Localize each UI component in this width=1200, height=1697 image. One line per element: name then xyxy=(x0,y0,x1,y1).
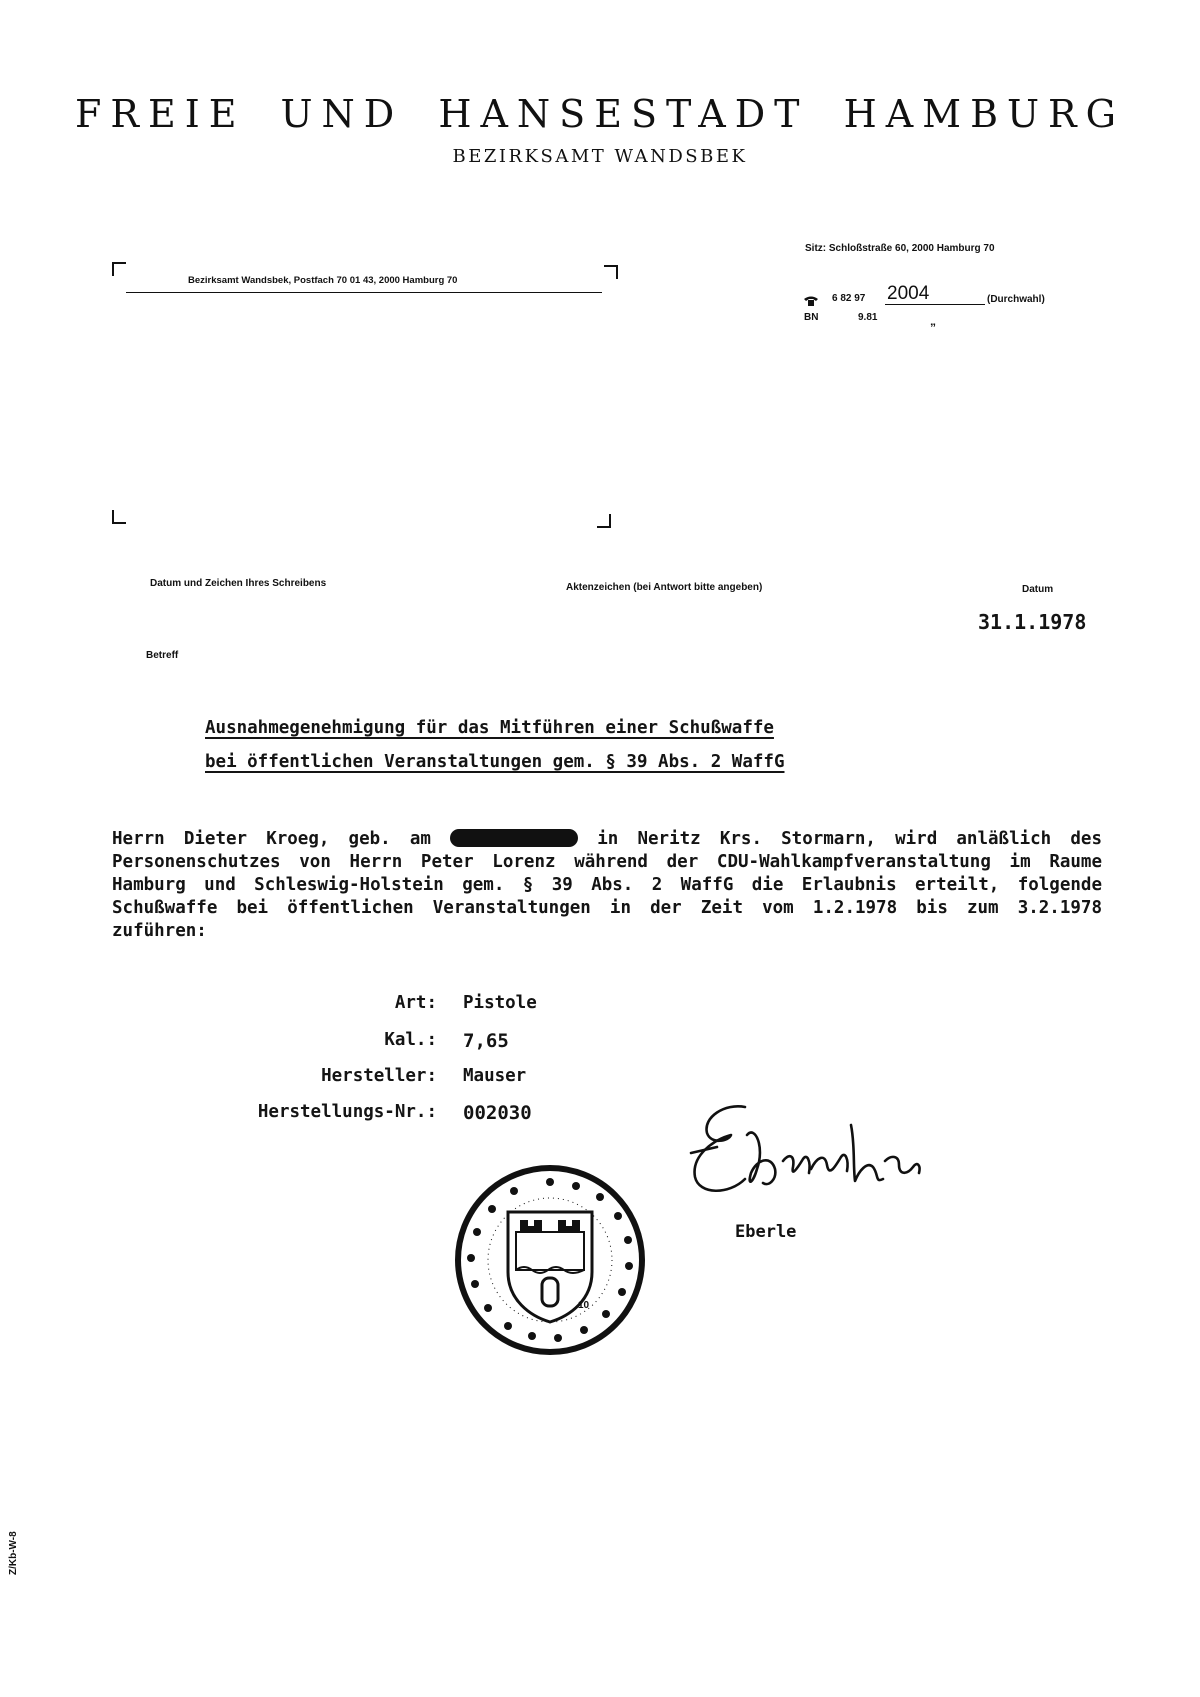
phone-extension: 2004 xyxy=(887,283,930,304)
weapon-serial-value: 002030 xyxy=(463,1102,532,1124)
subject-label: Betreff xyxy=(146,650,179,661)
body-part-2: in Neritz Krs. Stormarn, wird anläßlich des Personenschutzes von Herrn Peter Lorenz während der CDU-Wahlkampfveranstaltung im Raume Hamburg und Schleswig-Holstein gem. § 39 Abs. 2 WaffG die Erlaubnis erteilt, folgende Schußwaffe bei öffentlichen Veranstaltungen in der Zeit vom 1.2.1978 bis zum 3.2.1978 zuführen: xyxy=(112,829,1102,941)
phone-suffix: (Durchwahl) xyxy=(987,294,1045,305)
return-address-rule xyxy=(126,292,602,293)
official-seal xyxy=(450,1160,650,1360)
handwritten-signature xyxy=(685,1095,935,1205)
weapon-caliber-value: 7,65 xyxy=(463,1030,509,1052)
letter-date: 31.1.1978 xyxy=(978,610,1087,634)
seal-number: 10 xyxy=(578,1300,590,1311)
return-address: Bezirksamt Wandsbek, Postfach 70 01 43, 2000 Hamburg 70 xyxy=(188,275,458,286)
weapon-type-label: Art: xyxy=(394,993,437,1013)
phone-extension-rule xyxy=(885,304,985,305)
address-window-corner-br xyxy=(597,514,611,528)
telephone-icon xyxy=(803,292,819,304)
form-code: Z/Kb-W-8 xyxy=(8,1531,19,1575)
weapon-maker-label: Hersteller: xyxy=(321,1066,437,1086)
date-label: Datum xyxy=(1022,584,1054,595)
address-window-corner-tr xyxy=(604,265,618,279)
weapon-type-value: Pistole xyxy=(463,993,537,1013)
address-window-corner-bl xyxy=(112,510,126,524)
phone-prefix: 6 82 97 xyxy=(832,293,866,304)
letterhead-title: FREIE UND HANSESTADT HAMBURG xyxy=(74,92,1125,136)
bn-label: BN xyxy=(804,312,819,323)
body-part-1: Herrn Dieter Kroeg, geb. am xyxy=(112,829,431,849)
bn-value: 9.81 xyxy=(858,312,878,323)
redaction-bar xyxy=(450,829,578,847)
your-letter-label: Datum und Zeichen Ihres Schreibens xyxy=(150,578,327,589)
body-paragraph xyxy=(112,828,1102,943)
sender-seat: Sitz: Schloßstraße 60, 2000 Hamburg 70 xyxy=(805,243,995,254)
subject-line-1: Ausnahmegenehmigung für das Mitführen einer Schußwaffe xyxy=(205,718,774,738)
weapon-maker-value: Mauser xyxy=(463,1066,527,1086)
address-window-corner-tl xyxy=(112,262,126,276)
file-reference-label: Aktenzeichen (bei Antwort bitte angeben) xyxy=(566,582,763,593)
weapon-caliber-label: Kal.: xyxy=(384,1030,437,1050)
subject-line-2: bei öffentlichen Veranstaltungen gem. § 39 Abs. 2 WaffG xyxy=(205,752,785,772)
letterhead-subtitle: BEZIRKSAMT WANDSBEK xyxy=(452,146,748,167)
weapon-serial-label: Herstellungs-Nr.: xyxy=(257,1102,437,1122)
bn-mark: „ xyxy=(930,314,936,328)
signatory-name: Eberle xyxy=(735,1222,797,1242)
